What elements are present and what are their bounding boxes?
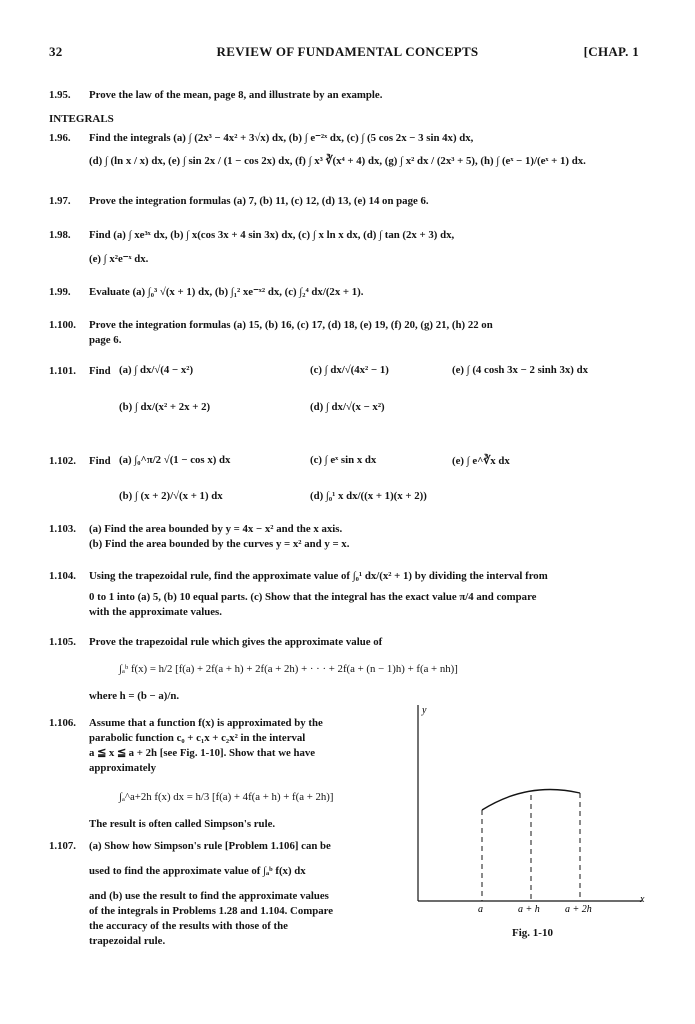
- problem-line: and (b) use the result to find the approximate values: [89, 890, 329, 902]
- simpson-formula: ∫ₐ^a+2h f(x) dx = h/3 [f(a) + 4f(a + h) + f(a + 2h)]: [119, 791, 334, 803]
- x-axis-label: x: [640, 894, 645, 905]
- problem-line: a ≦ x ≦ a + 2h [see Fig. 1-10]. Show that we have: [89, 747, 316, 759]
- problem-line: (e) ∫ x²e⁻ˣ dx.: [89, 253, 149, 265]
- problem-1-96: [49, 131, 649, 169]
- problem-number: 1.107.: [49, 840, 76, 852]
- problem-1-101-d: (d) ∫ dx/√(x − x²): [310, 401, 385, 413]
- tick-label-a-plus-h: a + h: [518, 904, 540, 915]
- problem-line: (b) Find the area bounded by the curves y = x² and y = x.: [89, 538, 350, 550]
- problem-1-95: [49, 88, 649, 103]
- problem-number: 1.103.: [49, 523, 76, 535]
- problem-1-101-b: (b) ∫ dx/(x² + 2x + 2): [119, 401, 211, 413]
- problem-1-107: [49, 839, 409, 949]
- problem-line: Prove the integration formulas (a) 15, (b) 16, (c) 17, (d) 18, (e) 19, (f) 20, (g) 21, (h) 22 on: [89, 319, 493, 331]
- y-axis-label: y: [422, 705, 427, 716]
- problem-1-102-b: (b) ∫ (x + 2)/√(x + 1) dx: [119, 490, 223, 502]
- problem-line: with the approximate values.: [89, 606, 222, 618]
- problem-number: 1.102.: [49, 455, 76, 467]
- problem-text: Prove the integration formulas (a) 7, (b) 11, (c) 12, (d) 13, (e) 14 on page 6.: [89, 195, 429, 207]
- problem-number: 1.105.: [49, 636, 76, 648]
- problem-line: approximately: [89, 762, 156, 774]
- problem-1-105: [49, 635, 649, 704]
- problem-number: 1.104.: [49, 570, 76, 582]
- problem-1-101-e: (e) ∫ (4 cosh 3x − 2 sinh 3x) dx: [452, 364, 588, 376]
- problem-1-101-a: (a) ∫ dx/√(4 − x²): [119, 364, 194, 376]
- problem-1-102-e: (e) ∫ e^∛x dx: [452, 455, 510, 467]
- tick-label-a: a: [478, 904, 483, 915]
- problem-number: 1.97.: [49, 195, 71, 207]
- find-label: Find: [89, 455, 111, 467]
- problem-line: (d) ∫ (ln x / x) dx, (e) ∫ sin 2x / (1 − cos 2x) dx, (f) ∫ x³ ∛(x⁴ + 4) dx, (g) ∫ x² dx / (2x³ + 5), (h) ∫ (eˣ − 1)/(eˣ + 1) dx.: [89, 155, 586, 167]
- problem-line: (a) Find the area bounded by y = 4x − x² and the x axis.: [89, 523, 343, 535]
- problem-1-97: [49, 194, 649, 209]
- trapezoidal-formula: ∫ₐᵇ f(x) = h/2 [f(a) + 2f(a + h) + 2f(a + 2h) + · · · + 2f(a + (n − 1)h) + f(a + nh)]: [119, 663, 458, 675]
- problem-line: used to find the approximate value of ∫ₐᵇ f(x) dx: [89, 865, 306, 877]
- problem-1-102-c: (c) ∫ eˣ sin x dx: [310, 454, 377, 466]
- problem-line: where h = (b − a)/n.: [89, 690, 180, 702]
- problem-line: Using the trapezoidal rule, find the approximate value of ∫₀¹ dx/(x² + 1) by dividing the interval from: [89, 570, 548, 582]
- problem-line: page 6.: [89, 334, 122, 346]
- problem-number: 1.96.: [49, 132, 71, 144]
- problem-1-102-d: (d) ∫₀¹ x dx/((x + 1)(x + 2)): [310, 490, 427, 502]
- problem-number: 1.106.: [49, 717, 76, 729]
- problem-line: trapezoidal rule.: [89, 935, 166, 947]
- find-label: Find: [89, 365, 111, 377]
- problem-line: Find (a) ∫ xe³ˣ dx, (b) ∫ x(cos 3x + 4 sin 3x) dx, (c) ∫ x ln x dx, (d) ∫ tan (2x + 3) dx,: [89, 229, 455, 241]
- page-number: 32: [49, 44, 63, 59]
- problem-number: 1.98.: [49, 229, 71, 241]
- problem-number: 1.99.: [49, 286, 71, 298]
- problem-1-98: [49, 228, 649, 267]
- tick-label-a-plus-2h: a + 2h: [565, 904, 592, 915]
- problem-number: 1.100.: [49, 319, 76, 331]
- problem-1-103: [49, 522, 649, 552]
- figure-caption: Fig. 1-10: [512, 927, 553, 939]
- problem-1-101-c: (c) ∫ dx/√(4x² − 1): [310, 364, 389, 376]
- problem-line: Prove the trapezoidal rule which gives the approximate value of: [89, 636, 383, 648]
- running-title: REVIEW OF FUNDAMENTAL CONCEPTS: [216, 44, 479, 59]
- problem-1-99: [49, 285, 649, 300]
- problem-line: of the integrals in Problems 1.28 and 1.104. Compare: [89, 905, 334, 917]
- problem-line: 0 to 1 into (a) 5, (b) 10 equal parts. (c) Show that the integral has the exact value π/4 and compare: [89, 591, 537, 603]
- problem-text: Evaluate (a) ∫₀³ √(x + 1) dx, (b) ∫₁² xe⁻ˣ² dx, (c) ∫₂⁴ dx/(2x + 1).: [89, 286, 364, 298]
- chapter-label: [CHAP. 1: [583, 44, 639, 59]
- problem-number: 1.95.: [49, 89, 71, 101]
- problem-line: parabolic function c₀ + c₁x + c₂x² in the interval: [89, 732, 306, 744]
- problem-1-104: [49, 569, 649, 620]
- problem-1-106: [49, 716, 409, 832]
- problem-line: The result is often called Simpson's rule.: [89, 818, 276, 830]
- problem-1-102-a: (a) ∫₀^π/2 √(1 − cos x) dx: [119, 454, 231, 466]
- problem-text: Prove the law of the mean, page 8, and illustrate by an example.: [89, 89, 383, 101]
- problem-number: 1.101.: [49, 365, 76, 377]
- problem-line: Assume that a function f(x) is approximated by the: [89, 717, 323, 729]
- section-title: INTEGRALS: [49, 113, 114, 125]
- problem-line: (a) Show how Simpson's rule [Problem 1.106] can be: [89, 840, 331, 852]
- problem-1-100: [49, 318, 649, 348]
- problem-line: Find the integrals (a) ∫ (2x³ − 4x² + 3√x) dx, (b) ∫ e⁻²ˣ dx, (c) ∫ (5 cos 2x − 3 sin 4x) dx,: [89, 132, 474, 144]
- problem-line: the accuracy of the results with those of the: [89, 920, 288, 932]
- figure-1-10: [410, 697, 650, 947]
